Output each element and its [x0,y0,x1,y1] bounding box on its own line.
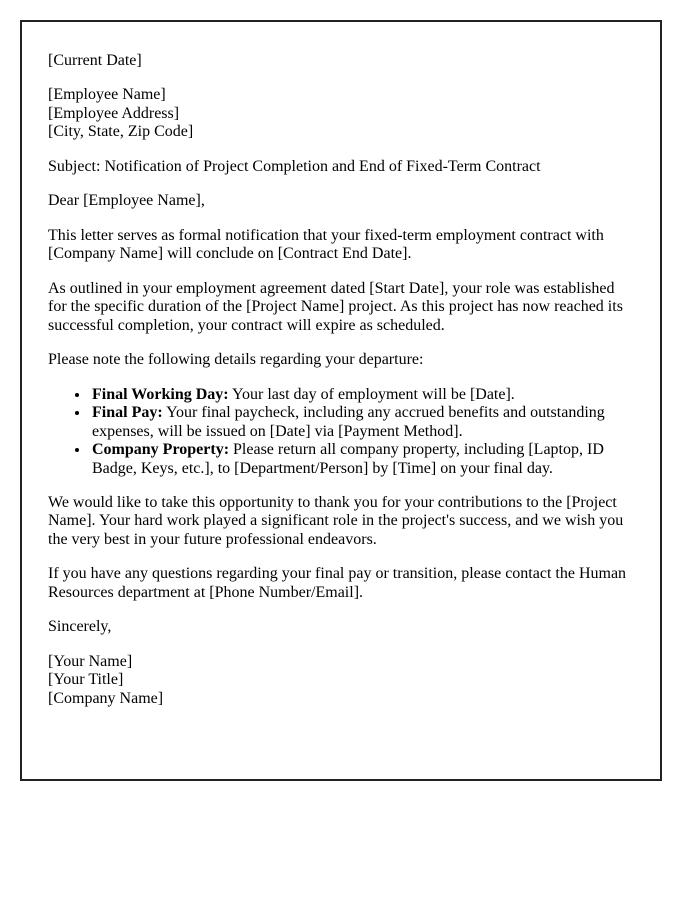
paragraph-agreement: As outlined in your employment agreement dated [Start Date], your role was established for the specific duration of the [Project Name] project. As this project has now reached its successful completion, your contract will expire as scheduled. [48,279,623,334]
bullet-text: Your last day of employment will be [Date]. [232,385,515,403]
bullet-final-pay [90,404,630,441]
bullet-text: Please return all company property, including [Laptop, ID Badge, Keys, etc.], to [Department/Person] by [Time] on your final day. [92,441,604,477]
paragraph-questions: If you have any questions regarding your final pay or transition, please contact the Human Resources department at [Phone Number/Email]. [48,565,627,601]
paragraph-notification: This letter serves as formal notification that your fixed-term employment contract with [Company Name] will conclude on [Contract End Date]. [48,226,604,263]
bullet-final-working-day [90,386,630,404]
signature-title: [Your Title] [48,671,124,689]
salutation: Dear [Employee Name], [48,192,205,210]
signature-company: [Company Name] [48,689,164,707]
signature-name: [Your Name] [48,652,133,670]
current-date: [Current Date] [48,52,142,69]
recipient-address: [Employee Address] [48,104,180,122]
bullet-label: Company Property: [92,441,230,459]
paragraph-details-intro: Please note the following details regarding your departure: [48,351,424,369]
letter-document [20,20,662,781]
recipient-name: [Employee Name] [48,86,166,104]
bullet-company-property [90,441,630,478]
bullet-label: Final Pay: [92,404,163,422]
subject-line: Subject: Notification of Project Completion and End of Fixed-Term Contract [48,157,541,175]
recipient-block [48,86,630,141]
paragraph-thanks: We would like to take this opportunity to thank you for your contributions to the [Project Name]. Your hard work played a significant role in the project's success, and we wish you the very best in your future professional endeavors. [48,493,624,548]
signature-block [48,653,630,708]
recipient-city-state-zip: [City, State, Zip Code] [48,123,194,141]
departure-details-list [48,386,630,478]
bullet-text: Your final paycheck, including any accrued benefits and outstanding expenses, will be issued on [Date] via [Payment Method]. [92,404,605,440]
bullet-label: Final Working Day: [92,385,229,403]
closing: Sincerely, [48,618,112,636]
